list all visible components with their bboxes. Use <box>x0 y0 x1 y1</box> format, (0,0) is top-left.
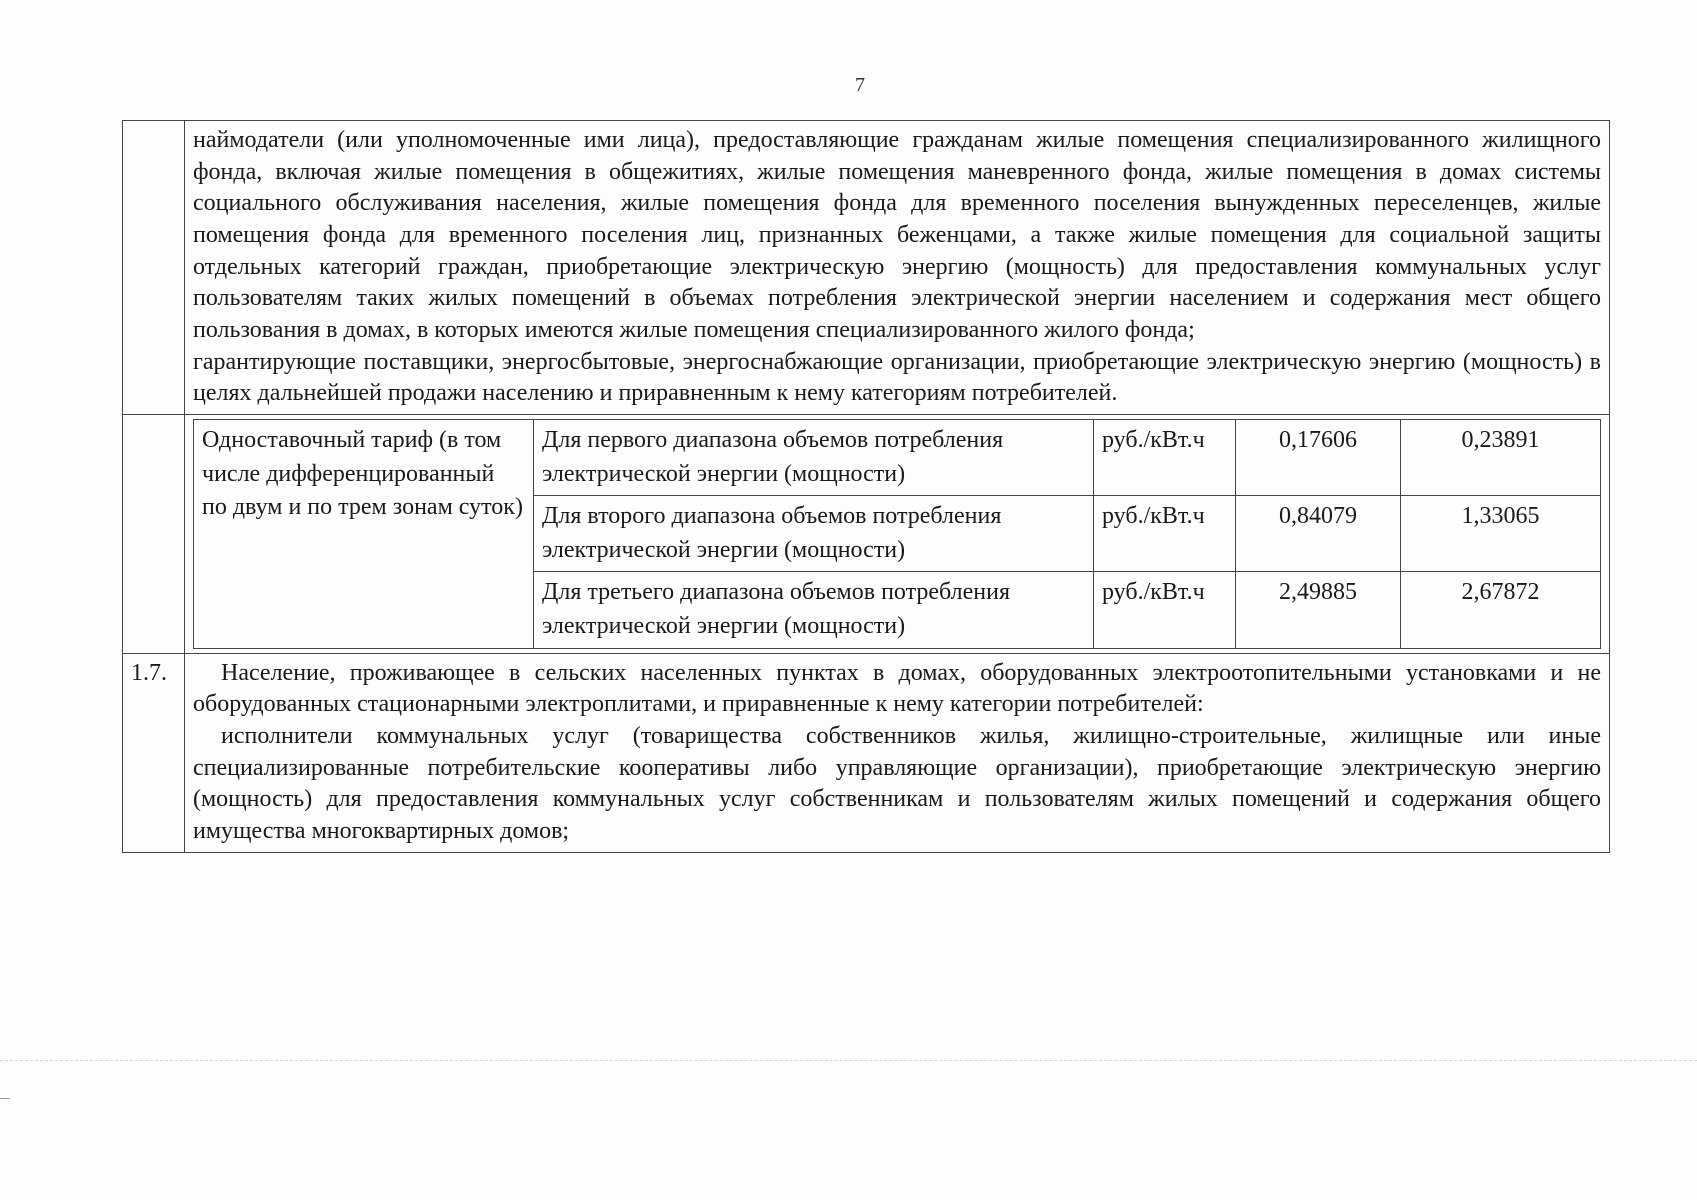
tariff-value-1: 0,84079 <box>1236 496 1401 572</box>
tariff-unit: руб./кВт.ч <box>1094 496 1236 572</box>
tariff-range: Для первого диапазона объемов потребления электрической энергии (мощности) <box>534 420 1094 496</box>
tariff-value-1: 2,49885 <box>1236 572 1401 648</box>
consumer-paragraph-rural-population: Население, проживающее в сельских населенных пунктах в домах, оборудованных электроотопительными установками и не оборудованных стационарными электроплитами, и приравненные к нему категории потребителей: <box>193 659 1601 718</box>
tariff-value-2: 0,23891 <box>1401 420 1601 496</box>
consumer-paragraph-suppliers: гарантирующие поставщики, энергосбытовые, энергоснабжающие организации, приобретающие электрическую энергию (мощность) в целях дальнейшей продажи населению и приравненным к нему категориям потребителей. <box>193 348 1601 407</box>
tariff-name: Одноставочный тариф (в том числе дифференцированный по двум и по трем зонам суток) <box>194 420 534 649</box>
row-number-cell <box>123 121 185 415</box>
tariff-cell <box>185 415 1610 654</box>
tariff-range: Для второго диапазона объемов потребления электрической энергии (мощности) <box>534 496 1094 572</box>
consumer-category-cell <box>185 653 1610 852</box>
consumer-paragraph-landlords: наймодатели (или уполномоченные ими лица), предоставляющие гражданам жилые помещения специализированного жилищного фонда, включая жилые помещения в общежитиях, жилые помещения маневренного фонда, жилые помещения в домах системы социального обслуживания населения, жилые помещения фонда для временного поселения вынужденных переселенцев, жилые помещения фонда для временного поселения лиц, признанных беженцами, а также жилые помещения для социальной защиты отдельных категорий граждан, приобретающие электрическую энергию (мощность) для предоставления коммунальных услуг пользователям таких жилых помещений в объемах потребления электрической энергии населением и содержания мест общего пользования в домах, в которых имеются жилые помещения специализированного жилого фонда; <box>193 127 1601 344</box>
tariff-value-2: 2,67872 <box>1401 572 1601 648</box>
tariff-range: Для третьего диапазона объемов потребления электрической энергии (мощности) <box>534 572 1094 648</box>
tariff-value-2: 1,33065 <box>1401 496 1601 572</box>
table-row <box>123 121 1610 415</box>
tariff-document-table <box>122 120 1610 853</box>
tariff-row <box>194 420 1601 496</box>
row-number-cell: 1.7. <box>123 653 185 852</box>
tariff-unit: руб./кВт.ч <box>1094 420 1236 496</box>
consumer-paragraph-utility-providers: исполнители коммунальных услуг (товарищества собственников жилья, жилищно-строительные, жилищные или иные специализированные потребительские кооперативы либо управляющие организации), приобретающие электрическую энергию (мощность) для предоставления коммунальных услуг собственникам и пользователям жилых помещений и содержания общего имущества многоквартирных домов; <box>193 722 1601 844</box>
page-number: 7 <box>855 74 865 96</box>
scan-artifact-mark <box>0 1098 10 1099</box>
main-table <box>122 120 1610 853</box>
consumer-category-cell <box>185 121 1610 415</box>
tariff-value-1: 0,17606 <box>1236 420 1401 496</box>
table-row <box>123 415 1610 654</box>
tariff-unit: руб./кВт.ч <box>1094 572 1236 648</box>
table-row <box>123 653 1610 852</box>
tariff-subtable <box>193 419 1601 649</box>
row-number-cell <box>123 415 185 654</box>
scan-artifact-line <box>0 1060 1697 1061</box>
